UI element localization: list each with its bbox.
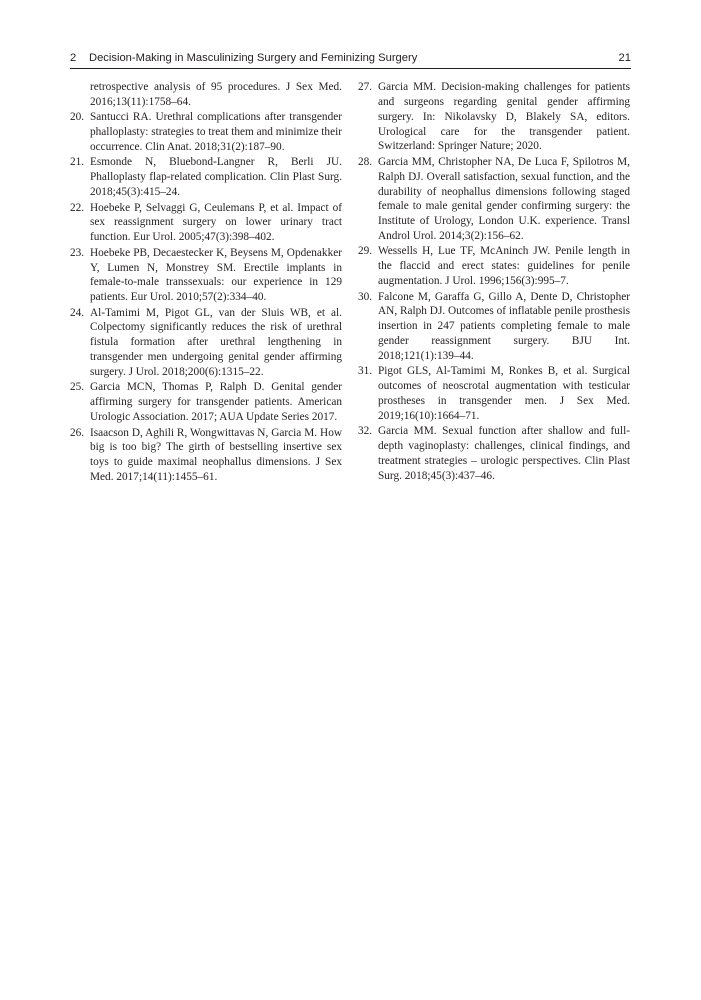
reference-text: retrospective analysis of 95 procedures. J Sex Med. 2016;13(11):1758–64. bbox=[90, 81, 342, 108]
reference-continuation bbox=[70, 80, 342, 110]
right-column bbox=[358, 80, 630, 484]
running-head bbox=[70, 49, 631, 67]
reference-number: 25. bbox=[70, 381, 85, 394]
reference-text: Esmonde N, Bluebond-Langner R, Berli JU. Phalloplasty flap-related complication. Clin Plast Surg. 2018;45(3):415–24. bbox=[90, 156, 342, 199]
reference-item bbox=[358, 80, 630, 154]
reference-item bbox=[70, 426, 342, 485]
reference-text: Garcia MM. Sexual function after shallow and full-depth vaginoplasty: challenges, clinical findings, and treatment strategies – urologic perspectives. Clin Plast Surg. 2018;45(3):437–46. bbox=[378, 425, 630, 482]
reference-text: Wessells H, Lue TF, McAninch JW. Penile length in the flaccid and erect states: guidelines for penile augmentation. J Urol. 1996;156(3):995–7. bbox=[378, 245, 630, 288]
reference-text: Falcone M, Garaffa G, Gillo A, Dente D, Christopher AN, Ralph DJ. Outcomes of inflatable penile prosthesis insertion in 247 patients completing female to male gender reassignment surgery. BJU Int. 2018;121(1):139–44. bbox=[378, 290, 630, 362]
page-number: 21 bbox=[618, 52, 631, 64]
reference-item bbox=[358, 424, 630, 483]
reference-number: 23. bbox=[70, 246, 85, 259]
reference-item bbox=[70, 155, 342, 200]
reference-text: Hoebeke P, Selvaggi G, Ceulemans P, et al. Impact of sex reassignment surgery on lower urinary tract function. Eur Urol. 2005;47(3):398–402. bbox=[90, 201, 342, 244]
chapter-number: 2 bbox=[70, 52, 77, 64]
reference-text: Garcia MM, Christopher NA, De Luca F, Spilotros M, Ralph DJ. Overall satisfaction, sexual function, and the durability of neophallus dimensions following staged female to male genital gender confirming surgery: the Institute of Urology, London U.K. experience. Transl Androl Urol. 2014;3(2):156–62. bbox=[378, 155, 630, 243]
reference-item bbox=[70, 306, 342, 380]
reference-text: Isaacson D, Aghili R, Wongwittavas N, Garcia M. How big is too big? The girth of bestselling insertive sex toys to guide maximal neophallus dimensions. J Sex Med. 2017;14(11):1455–61. bbox=[90, 426, 342, 484]
reference-number: 26. bbox=[70, 426, 85, 439]
reference-item bbox=[358, 364, 630, 423]
reference-number: 29. bbox=[358, 245, 373, 258]
reference-text: Hoebeke PB, Decaestecker K, Beysens M, Opdenakker Y, Lumen N, Monstrey SM. Erectile implants in female-to-male transsexuals: our experience in 129 patients. Eur Urol. 2010;57(2):334–40. bbox=[90, 246, 342, 304]
reference-item bbox=[70, 201, 342, 246]
reference-number: 27. bbox=[358, 81, 373, 93]
reference-item bbox=[358, 155, 630, 244]
reference-item bbox=[70, 246, 342, 305]
reference-number: 21. bbox=[70, 156, 85, 169]
reference-item bbox=[358, 290, 630, 364]
reference-text: Garcia MCN, Thomas P, Ralph D. Genital gender affirming surgery for transgender patients. American Urologic Association. 2017; AUA Update Series 2017. bbox=[90, 381, 342, 424]
chapter-title: Decision-Making in Masculinizing Surgery and Feminizing Surgery bbox=[89, 52, 418, 64]
reference-number: 28. bbox=[358, 155, 373, 168]
left-column bbox=[70, 80, 342, 486]
header-rule bbox=[70, 68, 631, 69]
reference-text: Al-Tamimi M, Pigot GL, van der Sluis WB, et al. Colpectomy significantly reduces the risk of urethral fistula formation after urethral lengthening in transgender men undergoing genital gender affirming surgery. J Urol. 2018;200(6):1315–22. bbox=[90, 306, 342, 378]
reference-number: 20. bbox=[70, 111, 85, 124]
reference-item bbox=[70, 380, 342, 425]
reference-number: 24. bbox=[70, 306, 85, 319]
reference-number: 22. bbox=[70, 201, 85, 214]
reference-text: Garcia MM. Decision-making challenges for patients and surgeons regarding genital gender affirming surgery. In: Nikolavsky D, Blakely SA, editors. Urological care for the transgender patient. Switzerland: Springer Nature; 2020. bbox=[378, 81, 630, 153]
reference-item bbox=[358, 244, 630, 289]
reference-item bbox=[70, 110, 342, 155]
reference-text: Santucci RA. Urethral complications after transgender phalloplasty: strategies to treat them and minimize their occurrence. Clin Anat. 2018;31(2):187–90. bbox=[90, 111, 342, 153]
reference-number: 30. bbox=[358, 290, 373, 303]
reference-number: 32. bbox=[358, 425, 373, 438]
reference-text: Pigot GLS, Al-Tamimi M, Ronkes B, et al. Surgical outcomes of neoscrotal augmentation with testicular prostheses in transgender men. J Sex Med. 2019;16(10):1664–71. bbox=[378, 365, 630, 422]
reference-number: 31. bbox=[358, 365, 373, 378]
